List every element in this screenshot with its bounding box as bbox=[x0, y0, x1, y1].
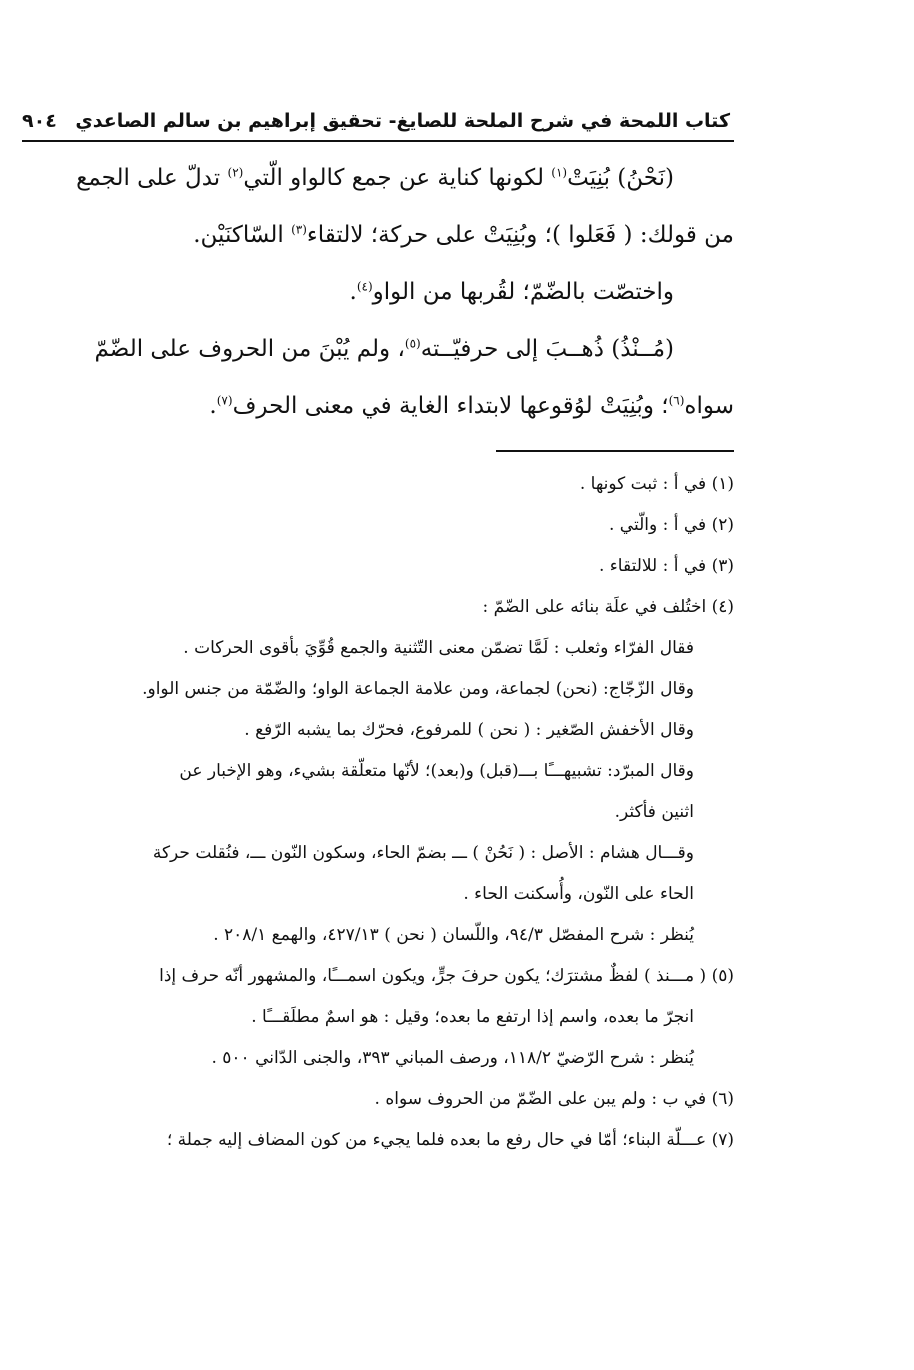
footnote-7: (٧) عـــلّة البناء؛ أمّا في حال رفع ما بعده فلما يجيء من كون المضاف إليه جملة ؛ bbox=[166, 1130, 734, 1150]
footnote-1: (١) في أ : ثبت كونها . bbox=[579, 474, 734, 494]
footnote-4-line: وقال المبرّد: تشبيهـــًا بـــ(قبل) و(بعد)؛ لأنّها متعلّقة بشيء، وهو الإخبار عن bbox=[179, 761, 694, 781]
running-header bbox=[22, 104, 730, 138]
main-text-segment: من قولك: ( فَعَلوا )؛ وبُنِيَتْ على حركة؛ لالتقاء bbox=[306, 222, 734, 248]
page-number: ٩٠٤ bbox=[22, 110, 57, 132]
footnote-ref-2[interactable]: (٢) bbox=[227, 165, 244, 180]
main-text-segment: سواه bbox=[684, 393, 734, 419]
footnote-ref-1[interactable]: (١) bbox=[551, 165, 568, 180]
main-text-segment: (مُــنْذُ) ذُهــبَ إلى حرفيّــته bbox=[420, 336, 674, 362]
footnote-3: (٣) في أ : للالتقاء . bbox=[599, 556, 734, 576]
footnote-4-line: اثنين فأكثر. bbox=[614, 802, 694, 822]
main-text-segment: واختصّت بالضّمّ؛ لقُربها من الواو bbox=[372, 279, 674, 305]
main-text-segment: . bbox=[209, 393, 217, 419]
main-paragraph-line-3 bbox=[20, 264, 734, 321]
footnote-5-reference: يُنظر : شرح الرّضيّ ١١٨/٢، ورصف المباني ٣٩٣، والجنى الدّاني ٥٠٠ . bbox=[211, 1048, 694, 1068]
main-text-segment: السّاكنَيْن. bbox=[193, 222, 292, 248]
footnote-5-line: انجرّ ما بعده، واسم إذا ارتفع ما بعده؛ وقيل : هو اسمٌ مطلَقـــًا . bbox=[251, 1007, 694, 1027]
footnote-4: (٤) اختُلف في علَة بنائه على الضّمّ : bbox=[482, 597, 734, 617]
footnote-4-line: وقال الأخفش الصّغير : ( نحن ) للمرفوع، فحرّك بما يشبه الرّفع . bbox=[244, 720, 694, 740]
footnote-4-line: فقال الفرّاء وثعلب : لَمَّا تضمّن معنى التّثنية والجمع قُوِّيَ بأقوى الحركات . bbox=[183, 638, 694, 658]
main-text bbox=[20, 150, 734, 435]
footnote-4-line: وقـــال هشام : الأصل : ( نَحُنْ ) ـــ بضمّ الحاء، وسكون النّون ـــ، فنُقلت حركة bbox=[152, 843, 694, 863]
footnote-6: (٦) في ب : ولم يبن على الضّمّ من الحروف سواه . bbox=[374, 1089, 734, 1109]
main-paragraph-line-5 bbox=[20, 378, 734, 435]
footnote-ref-4[interactable]: (٤) bbox=[356, 279, 373, 294]
main-text-segment: لكونها كناية عن جمع كالواو الّتي bbox=[243, 165, 552, 191]
main-text-segment: ، ولم يُبْنَ من الحروف على الضّمّ bbox=[94, 336, 405, 362]
header-rule bbox=[22, 140, 734, 142]
footnote-ref-6[interactable]: (٦) bbox=[668, 393, 685, 408]
footnote-5: (٥) ( مـــنذ ) لفظٌ مشترَك؛ يكون حرفَ جرٍّ، ويكون اسمـــًا، والمشهور أنّه حرف إذا bbox=[159, 966, 734, 986]
main-text-segment: . bbox=[349, 279, 357, 305]
footnotes bbox=[16, 464, 734, 1161]
footnote-separator bbox=[496, 450, 734, 452]
footnote-2: (٢) في أ : والّتي . bbox=[609, 515, 734, 535]
footnote-4-line: وقال الزّجّاج: (نحن) لجماعة، ومن علامة الجماعة الواو؛ والضّمّة من جنس الواو. bbox=[142, 679, 694, 699]
header-title: كتاب اللمحة في شرح الملحة للصايغ- تحقيق إبراهيم بن سالم الصاعدي bbox=[75, 110, 730, 132]
footnote-ref-5[interactable]: (٥) bbox=[404, 336, 421, 351]
main-paragraph-line-1 bbox=[20, 150, 734, 207]
footnote-4-line: الحاء على النّون، وأُسكنت الحاء . bbox=[463, 884, 694, 904]
main-text-segment: ؛ وبُنِيَتْ لوُقوعها لابتداء الغاية في معنى الحرف bbox=[232, 393, 669, 419]
main-text-segment: (نَحْنُ) بُنِيَتْ bbox=[567, 165, 674, 191]
main-paragraph-line-2 bbox=[20, 207, 734, 264]
footnote-4-reference: يُنظر : شرح المفصّل ٩٤/٣، واللّسان ( نحن ) ٤٢٧/١٣، والهمع ٢٠٨/١ . bbox=[213, 925, 694, 945]
footnote-ref-7[interactable]: (٧) bbox=[216, 393, 233, 408]
main-paragraph-line-4 bbox=[20, 321, 734, 378]
footnote-ref-3[interactable]: (٣) bbox=[291, 222, 307, 237]
main-text-segment: تدلّ على الجمع bbox=[76, 165, 228, 191]
